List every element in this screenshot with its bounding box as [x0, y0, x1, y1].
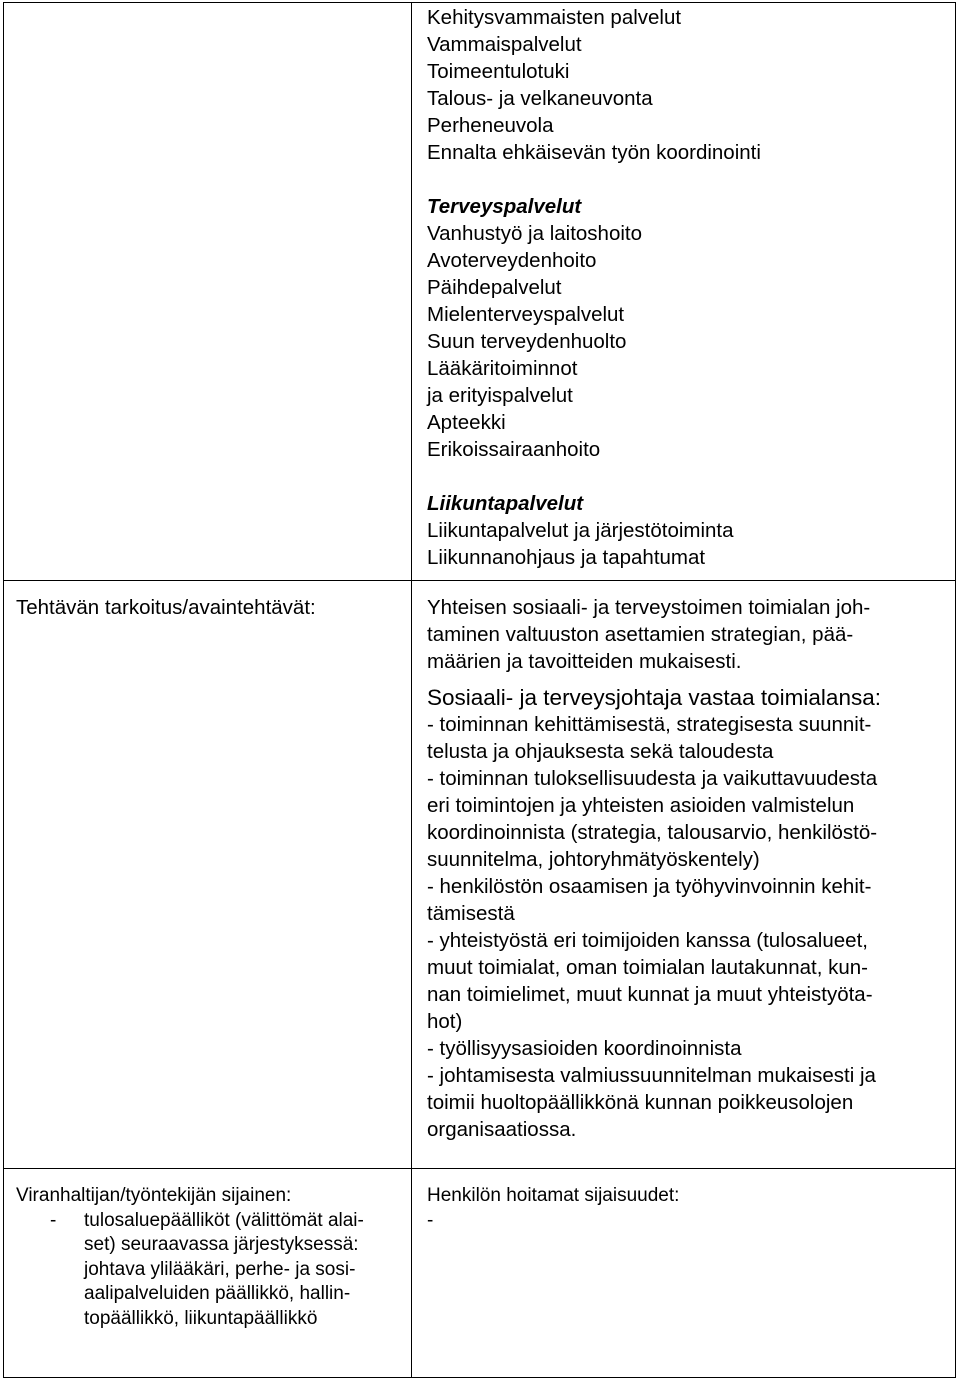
text-line: nan toimielimet, muut kunnat ja muut yhteistyöta- [427, 983, 873, 1006]
text-line: eri toimintojen ja yhteisten asioiden valmistelun [427, 794, 855, 817]
duties-label: Henkilön hoitamat sijaisuudet: [427, 1185, 680, 1206]
substitute-duties [427, 1184, 947, 1233]
list-item: Suun terveydenhuolto [427, 330, 627, 353]
text-line: koordinoinnista (strategia, talousarvio, henkilöstö- [427, 821, 878, 844]
list-item: Liikunnanohjaus ja tapahtumat [427, 546, 706, 569]
duties-value: - [427, 1209, 434, 1231]
list-item: Liikuntapalvelut ja järjestötoiminta [427, 519, 734, 542]
purpose-label: Tehtävän tarkoitus/avaintehtävät: [16, 596, 316, 619]
list-item: Ennalta ehkäisevän työn koordinointi [427, 141, 761, 164]
text-line: - yhteistyöstä eri toimijoiden kanssa (tulosalueet, [427, 929, 868, 952]
text-line: toimii huoltopäällikkönä kunnan poikkeusolojen [427, 1091, 854, 1114]
list-item: Vammaispalvelut [427, 33, 582, 56]
text-line: hot) [427, 1010, 463, 1033]
list-item: Vanhustyö ja laitoshoito [427, 222, 643, 245]
list-item: Kehitysvammaisten palvelut [427, 6, 682, 29]
text-line: taminen valtuuston asettamien strategian, pää- [427, 623, 854, 646]
substitute-section [16, 1184, 404, 1331]
list-item: Perheneuvola [427, 114, 554, 137]
list-item: Mielenterveyspalvelut [427, 303, 625, 326]
sports-services-heading: Liikuntapalvelut [427, 492, 584, 515]
text-line: Yhteisen sosiaali- ja terveystoimen toimialan joh- [427, 596, 871, 619]
text-line: tulosaluepäälliköt (välittömät alai- [84, 1209, 364, 1231]
text-line: set) seuraavassa järjestyksessä: [84, 1234, 359, 1255]
responsibility-heading: Sosiaali- ja terveysjohtaja vastaa toimialansa: [427, 685, 881, 710]
list-item: Erikoissairaanhoito [427, 438, 601, 461]
row-divider-1 [3, 580, 956, 581]
text-line: aalipalveluiden päällikkö, hallin- [84, 1283, 351, 1304]
text-line: organisaatiossa. [427, 1118, 577, 1141]
list-item: ja erityispalvelut [427, 384, 573, 407]
text-line: muut toimialat, oman toimialan lautakunnat, kun- [427, 956, 868, 979]
health-services-heading: Terveyspalvelut [427, 195, 582, 218]
column-divider [411, 2, 412, 1378]
list-item: Lääkäritoiminnot [427, 357, 578, 380]
text-line: - työllisyysasioiden koordinoinnista [427, 1037, 742, 1060]
list-item: Avoterveydenhoito [427, 249, 597, 272]
list-item: Apteekki [427, 411, 506, 434]
text-line: - toiminnan kehittämisestä, strategisesta suunnit- [427, 713, 872, 736]
purpose-description [427, 594, 947, 1143]
text-line: johtava ylilääkäri, perhe- ja sosi- [84, 1258, 356, 1280]
text-line: topäällikkö, liikuntapäällikkö [84, 1307, 318, 1329]
text-line: määrien ja tavoitteiden mukaisesti. [427, 650, 742, 673]
substitute-label: Viranhaltijan/työntekijän sijainen: [16, 1185, 292, 1206]
text-line: - henkilöstön osaamisen ja työhyvinvoinnin kehit- [427, 875, 872, 898]
list-item: Päihdepalvelut [427, 276, 562, 299]
list-item: Toimeentulotuki [427, 60, 570, 83]
text-line: - johtamisesta valmiussuunnitelman mukaisesti ja [427, 1064, 876, 1087]
text-line: - toiminnan tuloksellisuudesta ja vaikuttavuudesta [427, 767, 878, 790]
text-line: tämisestä [427, 902, 515, 925]
row-divider-2 [3, 1168, 956, 1169]
text-line: suunnitelma, johtoryhmätyöskentely) [427, 848, 760, 871]
substitute-list-item [16, 1209, 404, 1332]
text-line: telusta ja ohjauksesta sekä taloudesta [427, 740, 774, 763]
list-item: Talous- ja velkaneuvonta [427, 87, 653, 110]
bullet-dash: - [50, 1209, 57, 1231]
services-list [427, 4, 947, 571]
